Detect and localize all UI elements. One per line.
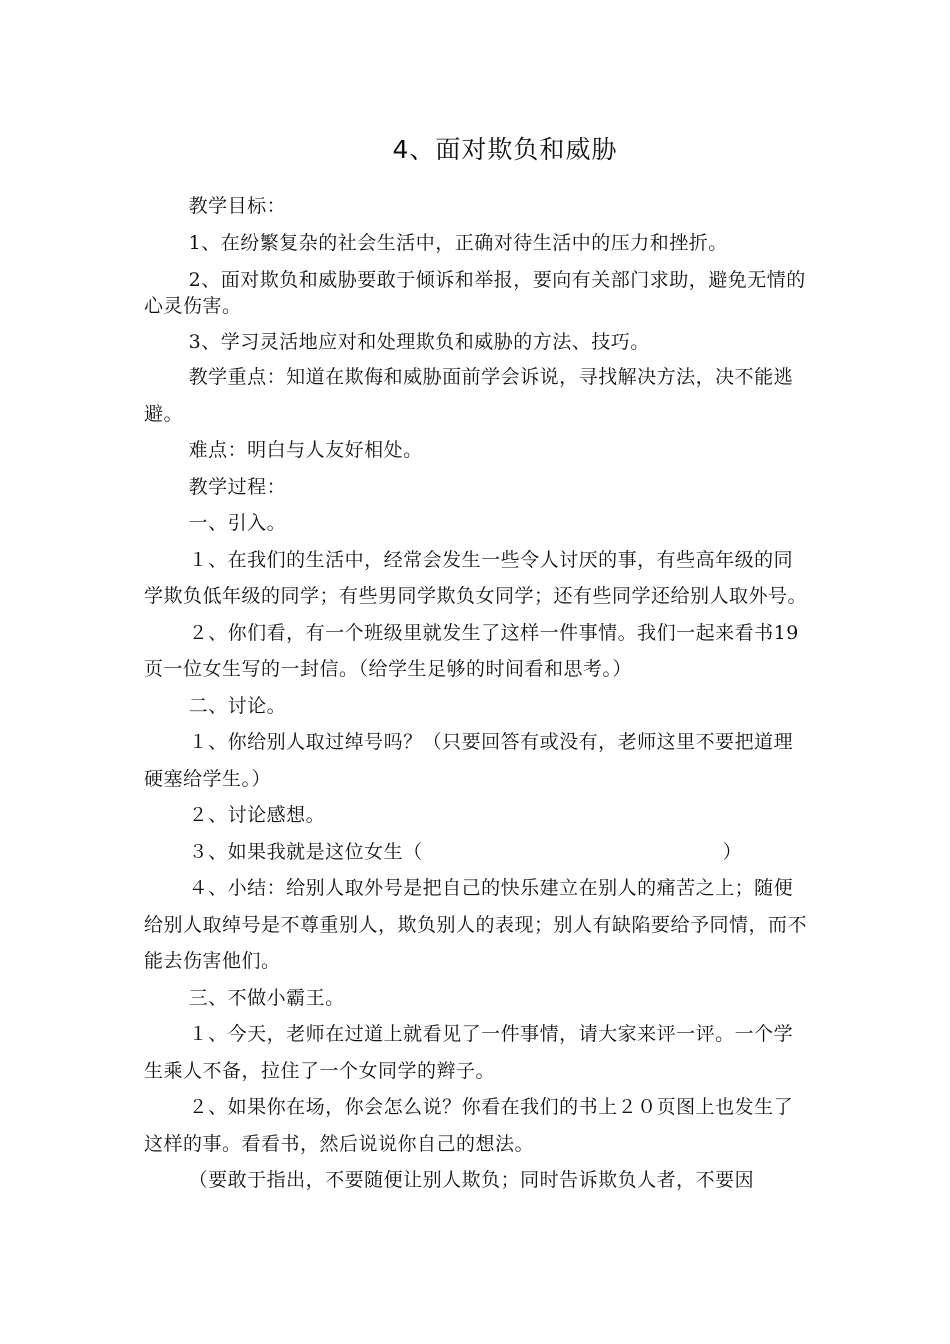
intro-item-1: １、在我们的生活中，经常会发生一些令人讨厌的事，有些高年级的同学欺负低年级的同学；有些男同学欺负女同学；还有些同学还给别人取外号。 bbox=[144, 548, 808, 607]
discussion-item-3-close: ） bbox=[722, 840, 743, 863]
difficulty-paragraph: 难点：明白与人友好相处。 bbox=[188, 439, 423, 461]
section-heading-discussion: 二、讨论。 bbox=[188, 694, 287, 717]
process-heading: 教学过程： bbox=[188, 475, 287, 498]
discussion-item-3 bbox=[144, 834, 812, 871]
no-bully-item-1: １、今天，老师在过道上就看见了一件事情，请大家来评一评。一个学生乘人不备，拉住了一个女同学的辫子。 bbox=[144, 1023, 794, 1082]
section-heading-no-bully: 三、不做小霸王。 bbox=[188, 986, 345, 1009]
goal-item-2: 2、面对欺负和威胁要敢于倾诉和举报，要向有关部门求助，避免无情的心灵伤害。 bbox=[144, 269, 806, 317]
document-body bbox=[144, 188, 812, 1199]
discussion-item-2: ２、讨论感想。 bbox=[188, 804, 326, 826]
key-point-paragraph: 教学重点：知道在欺侮和威胁面前学会诉说，寻找解决方法，决不能逃避。 bbox=[144, 366, 794, 425]
no-bully-item-2: ２、如果你在场，你会怎么说？你看在我们的书上２０页图上也发生了这样的事。看看书，然后说说你自己的想法。 bbox=[144, 1096, 794, 1155]
discussion-summary: ４、小结：给别人取外号是把自己的快乐建立在别人的痛苦之上；随便给别人取绰号是不尊重别人，欺负别人的表现；别人有缺陷要给予同情，而不能去伤害他们。 bbox=[144, 877, 808, 972]
intro-item-2: ２、你们看，有一个班级里就发生了这样一件事情。我们一起来看书19页一位女生写的一封信。（给学生足够的时间看和思考。） bbox=[144, 621, 799, 680]
document-title: 4、面对欺负和威胁 bbox=[392, 135, 618, 164]
no-bully-note: （要敢于指出，不要随便让别人欺负；同时告诉欺负人者，不要因 bbox=[188, 1169, 755, 1191]
discussion-item-1: １、你给别人取过绰号吗？（只要回答有或没有，老师这里不要把道理硬塞给学生。） bbox=[144, 731, 794, 790]
goal-item-1: 1、在纷繁复杂的社会生活中，正确对待生活中的压力和挫折。 bbox=[188, 231, 728, 254]
section-heading-intro: 一、引入。 bbox=[188, 512, 287, 534]
goals-heading: 教学目标： bbox=[188, 195, 287, 217]
goal-item-3: 3、学习灵活地应对和处理欺负和威胁的方法、技巧。 bbox=[188, 331, 650, 353]
discussion-item-3-lead: ３、如果我就是这位女生（ bbox=[188, 840, 423, 863]
